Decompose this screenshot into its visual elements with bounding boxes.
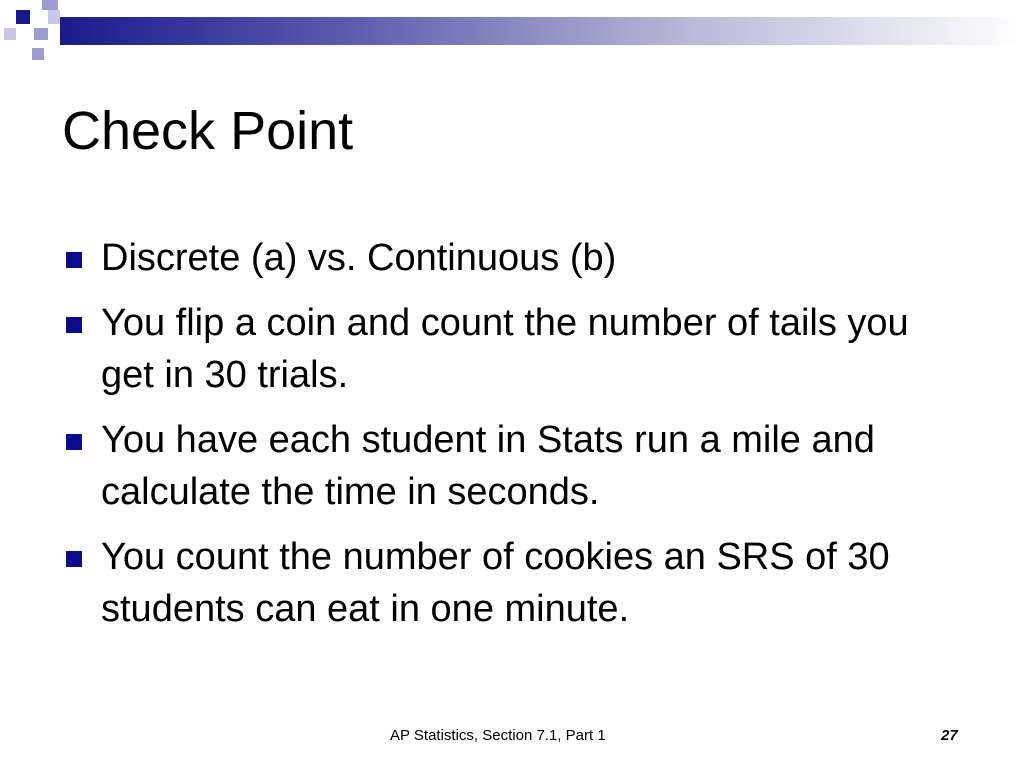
square-bullet-icon — [66, 551, 82, 567]
square-bullet-icon — [66, 252, 82, 268]
square-bullet-icon — [66, 317, 82, 333]
bullet-text: Discrete (a) vs. Continuous (b) — [101, 237, 617, 279]
bullet-list — [62, 232, 962, 648]
bullet-item — [62, 531, 962, 635]
bullet-item — [62, 297, 962, 401]
bullet-text: You count the number of cookies an SRS of 30 students can eat in one minute. — [101, 536, 890, 630]
bullet-text: You flip a coin and count the number of tails you get in 30 trials. — [101, 302, 909, 396]
square-bullet-icon — [66, 434, 82, 450]
slide-title: Check Point — [62, 101, 354, 161]
footer-text: AP Statistics, Section 7.1, Part 1 — [390, 727, 606, 744]
page-number: 27 — [941, 727, 958, 744]
bullet-item — [62, 232, 962, 284]
header-gradient-bar — [60, 17, 1024, 45]
bullet-text: You have each student in Stats run a mile and calculate the time in seconds. — [101, 419, 875, 513]
bullet-item — [62, 414, 962, 518]
